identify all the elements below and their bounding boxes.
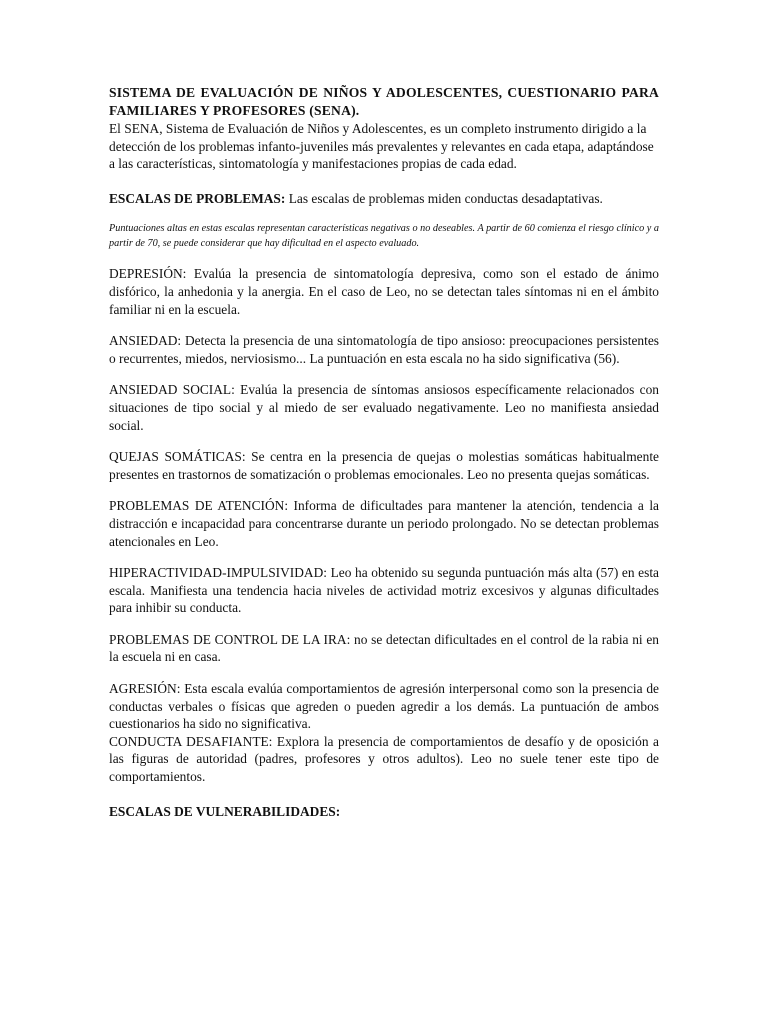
scale-text: Se centra en la presencia de quejas o molestias somáticas habitualmente presentes en trastornos de somatización o problemas emocionales. Leo no presenta quejas somáticas. [109,449,659,482]
document-page [109,84,659,820]
scale-text: Evalúa la presencia de sintomatología depresiva, como son el estado de ánimo disfórico, la anhedonia y la anergia. En el caso de Leo, no se detectan tales síntomas ni en el ámbito familiar ni en la escuela. [109,266,659,317]
scale-name: PROBLEMAS DE CONTROL DE LA IRA: [109,631,351,647]
scale-text: Detecta la presencia de una sintomatología de tipo ansioso: preocupaciones persistentes o recurrentes, miedos, nerviosismo... La puntuación en esta escala no ha sido significativa (56). [109,333,659,366]
scale-name: CONDUCTA DESAFIANTE: [109,733,273,749]
scale-name: ANSIEDAD: [109,333,182,349]
scale-name: AGRESIÓN: [109,681,181,697]
problems-section-heading [109,190,659,208]
vulnerabilities-section-heading [109,803,659,821]
scale-text: no se detectan dificultades en el control de la rabia ni en la escuela ni en casa. [109,631,660,665]
scale-text: Evalúa la presencia de síntomas ansiosos específicamente relacionados con situaciones de tipo social y al miedo de ser evaluado negativamente. Leo no manifiesta ansiedad social. [109,382,659,433]
scale-name: QUEJAS SOMÁTICAS: [109,449,246,465]
scale-name: PROBLEMAS DE ATENCIÓN: [109,498,289,514]
problems-heading-label: ESCALAS DE PROBLEMAS: [109,190,286,206]
scale-name: HIPERACTIVIDAD-IMPULSIVIDAD: [109,565,327,581]
scale-depresion [109,265,659,318]
intro-paragraph: El SENA, Sistema de Evaluación de Niños y Adolescentes, es un completo instrumento dirigido a la detección de los problemas infanto-juveniles más prevalentes y relevantes en cada etapa, adaptándose a las características, sintomatología y manifestaciones propias de cada edad. [109,121,654,172]
scale-ansiedad-social [109,381,659,434]
scale-text: Informa de dificultades para mantener la atención, tendencia a la distracción e incapacidad para concentrarse durante un periodo prolongado. No se detectan problemas atencionales en Leo. [109,498,659,549]
scale-name: DEPRESIÓN: [109,266,187,282]
scale-problemas-atencion [109,497,659,550]
scale-name: ANSIEDAD SOCIAL: [109,382,235,398]
scale-hiperactividad [109,564,659,617]
scale-conducta-desafiante [109,733,659,786]
scale-text: Explora la presencia de comportamientos de desafío y de oposición a las figuras de autoridad (padres, profesores y otros adultos). Leo no suele tener este tipo de comportamientos. [109,733,659,785]
problems-heading-description: Las escalas de problemas miden conductas desadaptativas. [285,190,603,206]
scale-control-ira [109,631,659,666]
document-title: SISTEMA DE EVALUACIÓN DE NIÑOS Y ADOLESCENTES, CUESTIONARIO PARA FAMILIARES Y PROFESORES (SENA). [109,85,659,118]
scores-note: Puntuaciones altas en estas escalas representan características negativas o no deseables. A partir de 60 comienza el riesgo clínico y a partir de 70, se puede considerar que hay dificultad en el aspecto evaluado. [109,223,659,250]
scale-text: Leo ha obtenido su segunda puntuación más alta (57) en esta escala. Manifiesta una tendencia hacia niveles de actividad motriz excesivos y algunas dificultades para inhibir su conducta. [109,565,659,616]
scale-text: Esta escala evalúa comportamientos de agresión interpersonal como son la presencia de conductas verbales o físicas que agreden o pueden agredir a los demás. La puntuación de ambos cuestionarios ha sido no significativa. [109,681,659,732]
vulnerabilities-heading-label: ESCALAS DE VULNERABILIDADES: [109,803,341,819]
scale-ansiedad [109,332,659,367]
scale-quejas-somaticas [109,448,659,483]
scale-agresion [109,680,659,733]
